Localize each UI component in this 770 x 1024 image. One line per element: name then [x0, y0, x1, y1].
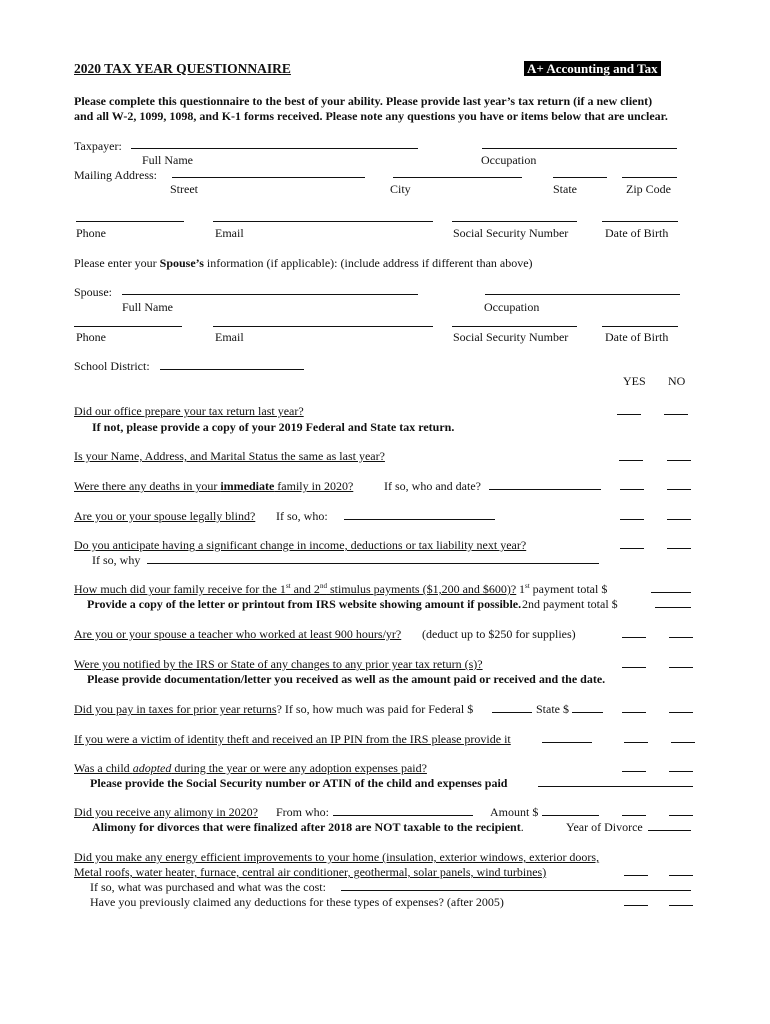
no-column-header: NO: [668, 374, 686, 388]
q-legally-blind: Are you or your spouse legally blind?: [74, 509, 256, 523]
q4-if-so-label: If so, who:: [276, 509, 328, 523]
email-caption: Email: [215, 226, 244, 240]
q-child-adopted: Was a child adopted during the year or were any adoption expenses paid?: [74, 761, 427, 775]
q-irs-changes: Were you notified by the IRS or State of any changes to any prior year tax return (s)?: [74, 657, 483, 671]
q4-no-blank[interactable]: [667, 519, 691, 520]
q13-no-blank[interactable]: [669, 875, 693, 876]
q12-note: Alimony for divorces that were finalized after 2018 are NOT taxable to the recipient.: [92, 820, 524, 834]
q5-no-blank[interactable]: [667, 548, 691, 549]
q12-yes-blank[interactable]: [622, 815, 646, 816]
q5-why-field[interactable]: [147, 563, 599, 564]
q4-yes-blank[interactable]: [620, 519, 644, 520]
q-significant-change: Do you anticipate having a significant change in income, deductions or tax liability next year?: [74, 538, 527, 552]
city-field[interactable]: [393, 177, 522, 178]
taxpayer-email-field[interactable]: [213, 221, 433, 222]
q11-yes-blank[interactable]: [622, 771, 646, 772]
first-payment-field[interactable]: [651, 592, 691, 593]
q13-yes-blank[interactable]: [624, 875, 648, 876]
taxpayer-name-field[interactable]: [131, 148, 418, 149]
spouse-occupation-field[interactable]: [485, 294, 680, 295]
q2-yes-blank[interactable]: [619, 460, 643, 461]
q8-no-blank[interactable]: [669, 667, 693, 668]
taxpayer-dob-field[interactable]: [602, 221, 678, 222]
spouse-label: Spouse:: [74, 285, 113, 299]
q-stimulus-payments: How much did your family receive for the 1st and 2nd stimulus payments ($1,200 and $600)?: [74, 582, 517, 596]
q2-no-blank[interactable]: [667, 460, 691, 461]
zip-caption: Zip Code: [626, 182, 671, 196]
zip-field[interactable]: [622, 177, 677, 178]
school-district-field[interactable]: [160, 369, 304, 370]
school-district-label: School District:: [74, 359, 150, 373]
alimony-from-field[interactable]: [333, 815, 473, 816]
q-energy-improvements-line1: Did you make any energy efficient improvements to your home (insulation, exterior windows, exterior doors,: [74, 850, 600, 864]
spouse-prompt: Please enter your Spouse’s information (if applicable): (include address if different than above): [74, 256, 533, 270]
q3-if-so-label: If so, who and date?: [384, 479, 481, 493]
q-teacher-900-hours: Are you or your spouse a teacher who worked at least 900 hours/yr?: [74, 627, 402, 641]
q13-if-so-label: If so, what was purchased and what was the cost:: [90, 880, 326, 894]
q4-who-field[interactable]: [344, 519, 495, 520]
taxpayer-occupation-field[interactable]: [482, 148, 677, 149]
dob-caption: Date of Birth: [605, 226, 669, 240]
q3-yes-blank[interactable]: [620, 489, 644, 490]
occupation-caption: Occupation: [481, 153, 537, 167]
spouse-dob-caption: Date of Birth: [605, 330, 669, 344]
spouse-email-caption: Email: [215, 330, 244, 344]
q-prepared-last-year: Did our office prepare your tax return last year?: [74, 404, 304, 418]
spouse-name-field[interactable]: [122, 294, 418, 295]
q7-yes-blank[interactable]: [622, 637, 646, 638]
q13-previously-claimed: Have you previously claimed any deductions for these types of expenses? (after 2005): [90, 895, 504, 909]
spouse-ssn-field[interactable]: [452, 326, 577, 327]
q8-note: Please provide documentation/letter you received as well as the amount paid or received and the date.: [87, 672, 606, 686]
q-same-as-last-year: Is your Name, Address, and Marital Status the same as last year?: [74, 449, 385, 463]
intro-line-1: Please complete this questionnaire to the best of your ability. Please provide last year’s tax return (if a new client): [74, 94, 653, 108]
spouse-phone-field[interactable]: [74, 326, 182, 327]
second-payment-label: 2nd payment total $: [522, 597, 618, 611]
city-caption: City: [390, 182, 411, 196]
q3-who-date-field[interactable]: [489, 489, 601, 490]
alimony-amount-label: Amount $: [490, 805, 539, 819]
firm-name-badge: A+ Accounting and Tax: [524, 61, 661, 76]
q9-yes-blank[interactable]: [622, 712, 646, 713]
alimony-from-label: From who:: [276, 805, 330, 819]
q6-note: Provide a copy of the letter or printout from IRS website showing amount if possible.: [87, 597, 522, 611]
state-amount-label: State $: [536, 702, 569, 716]
taxpayer-phone-field[interactable]: [76, 221, 184, 222]
q8-yes-blank[interactable]: [622, 667, 646, 668]
q-prior-year-taxes: Did you pay in taxes for prior year returns? If so, how much was paid for Federal $: [74, 702, 474, 716]
state-amount-field[interactable]: [572, 712, 603, 713]
q11-no-blank[interactable]: [669, 771, 693, 772]
alimony-amount-field[interactable]: [542, 815, 599, 816]
spouse-phone-caption: Phone: [76, 330, 106, 344]
spouse-dob-field[interactable]: [602, 326, 678, 327]
taxpayer-ssn-field[interactable]: [452, 221, 577, 222]
q13-purchase-cost-field[interactable]: [341, 890, 691, 891]
spouse-full-name-caption: Full Name: [122, 300, 173, 314]
year-of-divorce-field[interactable]: [648, 830, 691, 831]
ssn-caption: Social Security Number: [453, 226, 569, 240]
state-caption: State: [553, 182, 577, 196]
q9-no-blank[interactable]: [669, 712, 693, 713]
street-caption: Street: [170, 182, 198, 196]
q1-note: If not, please provide a copy of your 2019 Federal and State tax return.: [92, 420, 455, 434]
ip-pin-field[interactable]: [542, 742, 592, 743]
q-energy-improvements-line2: Metal roofs, water heater, furnace, central air conditioner, geothermal, solar panels, wind turbines): [74, 865, 547, 879]
spouse-occupation-caption: Occupation: [484, 300, 540, 314]
state-field[interactable]: [553, 177, 607, 178]
phone-caption: Phone: [76, 226, 106, 240]
spouse-email-field[interactable]: [213, 326, 433, 327]
federal-amount-field[interactable]: [492, 712, 532, 713]
intro-line-2: and all W-2, 1099, 1098, and K-1 forms received. Please note any questions you have or items below that are unclear.: [74, 109, 668, 123]
taxpayer-label: Taxpayer:: [74, 139, 122, 153]
mailing-address-label: Mailing Address:: [74, 168, 157, 182]
child-ssn-expenses-field[interactable]: [538, 786, 693, 787]
q1-no-blank[interactable]: [664, 414, 688, 415]
spouse-ssn-caption: Social Security Number: [453, 330, 569, 344]
q1-yes-blank[interactable]: [617, 414, 641, 415]
q3-no-blank[interactable]: [667, 489, 691, 490]
q12-no-blank[interactable]: [669, 815, 693, 816]
q7-no-blank[interactable]: [669, 637, 693, 638]
q10-no-blank[interactable]: [671, 742, 695, 743]
form-title: 2020 TAX YEAR QUESTIONNAIRE: [74, 61, 291, 76]
q-deaths-in-family: Were there any deaths in your immediate family in 2020?: [74, 479, 354, 493]
first-payment-label: 1st payment total $: [519, 582, 608, 596]
q-alimony-received: Did you receive any alimony in 2020?: [74, 805, 258, 819]
second-payment-field[interactable]: [655, 607, 691, 608]
full-name-caption: Full Name: [142, 153, 193, 167]
street-field[interactable]: [172, 177, 365, 178]
q7-note: (deduct up to $250 for supplies): [422, 627, 576, 641]
year-of-divorce-label: Year of Divorce: [566, 820, 643, 834]
q11-note: Please provide the Social Security number or ATIN of the child and expenses paid: [90, 776, 508, 790]
q10-yes-blank[interactable]: [624, 742, 648, 743]
q13b-yes-blank[interactable]: [624, 905, 648, 906]
q-identity-theft-ip-pin: If you were a victim of identity theft and received an IP PIN from the IRS please provide it: [74, 732, 511, 746]
q5-yes-blank[interactable]: [620, 548, 644, 549]
yes-column-header: YES: [623, 374, 646, 388]
q13b-no-blank[interactable]: [669, 905, 693, 906]
q5-if-so-label: If so, why: [92, 553, 141, 567]
